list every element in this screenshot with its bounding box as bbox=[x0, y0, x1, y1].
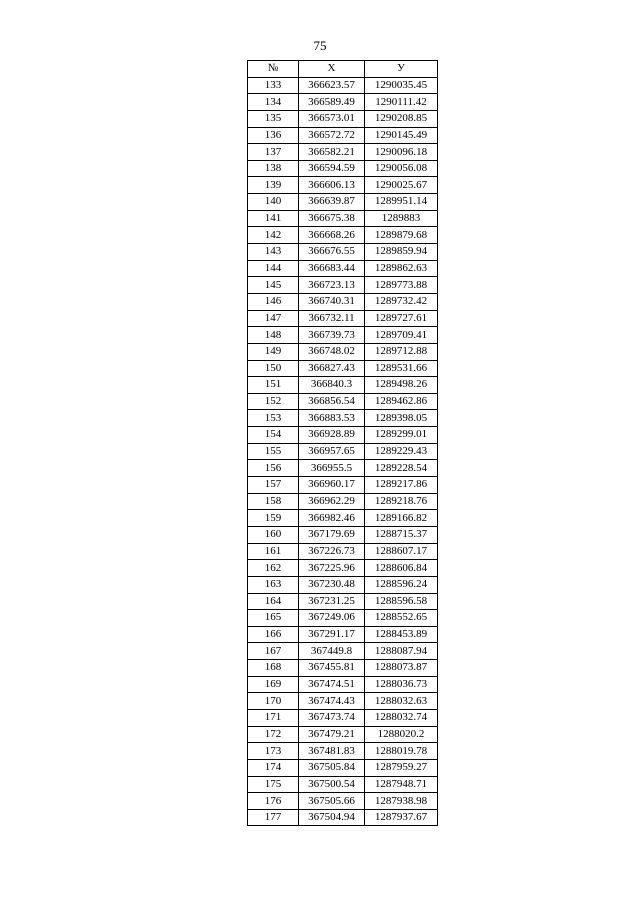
x-coordinate-cell: 366675.38 bbox=[299, 210, 365, 227]
point-number-cell: 167 bbox=[248, 643, 299, 660]
y-coordinate-cell: 1289398.05 bbox=[365, 410, 438, 427]
point-number-cell: 160 bbox=[248, 526, 299, 543]
y-coordinate-cell: 1289732.42 bbox=[365, 293, 438, 310]
y-coordinate-cell: 1289217.86 bbox=[365, 477, 438, 494]
x-coordinate-cell: 367479.21 bbox=[299, 726, 365, 743]
table-row bbox=[248, 560, 438, 577]
y-coordinate-cell: 1288607.17 bbox=[365, 543, 438, 560]
table-row bbox=[248, 277, 438, 294]
point-number-cell: 150 bbox=[248, 360, 299, 377]
point-number-cell: 172 bbox=[248, 726, 299, 743]
y-coordinate-cell: 1288087.94 bbox=[365, 643, 438, 660]
x-coordinate-cell: 366668.26 bbox=[299, 227, 365, 244]
x-coordinate-cell: 367230.48 bbox=[299, 576, 365, 593]
point-number-cell: 165 bbox=[248, 610, 299, 627]
x-coordinate-cell: 367473.74 bbox=[299, 709, 365, 726]
x-coordinate-cell: 367455.81 bbox=[299, 660, 365, 677]
y-coordinate-cell: 1288073.87 bbox=[365, 660, 438, 677]
table-row bbox=[248, 809, 438, 826]
y-coordinate-cell: 1290096.18 bbox=[365, 144, 438, 161]
x-coordinate-cell: 367449.8 bbox=[299, 643, 365, 660]
x-coordinate-cell: 366732.11 bbox=[299, 310, 365, 327]
table-row bbox=[248, 110, 438, 127]
header-row bbox=[248, 61, 438, 78]
table-row bbox=[248, 343, 438, 360]
point-number-cell: 175 bbox=[248, 776, 299, 793]
point-number-cell: 149 bbox=[248, 343, 299, 360]
point-number-cell: 146 bbox=[248, 293, 299, 310]
y-coordinate-cell: 1287959.27 bbox=[365, 759, 438, 776]
table-row bbox=[248, 726, 438, 743]
point-number-cell: 142 bbox=[248, 227, 299, 244]
point-number-cell: 147 bbox=[248, 310, 299, 327]
x-coordinate-cell: 367481.83 bbox=[299, 743, 365, 760]
y-coordinate-cell: 1289299.01 bbox=[365, 427, 438, 444]
table-row bbox=[248, 593, 438, 610]
x-coordinate-cell: 366827.43 bbox=[299, 360, 365, 377]
y-coordinate-cell: 1288552.65 bbox=[365, 610, 438, 627]
y-coordinate-cell: 1290145.49 bbox=[365, 127, 438, 144]
y-coordinate-cell: 1289166.82 bbox=[365, 510, 438, 527]
table-row bbox=[248, 543, 438, 560]
y-coordinate-cell: 1287938.98 bbox=[365, 793, 438, 810]
x-coordinate-cell: 366606.13 bbox=[299, 177, 365, 194]
table-row bbox=[248, 526, 438, 543]
y-coordinate-cell: 1289727.61 bbox=[365, 310, 438, 327]
point-number-cell: 152 bbox=[248, 393, 299, 410]
y-coordinate-cell: 1289879.68 bbox=[365, 227, 438, 244]
header-y: У bbox=[365, 61, 438, 78]
point-number-cell: 162 bbox=[248, 560, 299, 577]
point-number-cell: 171 bbox=[248, 709, 299, 726]
point-number-cell: 144 bbox=[248, 260, 299, 277]
y-coordinate-cell: 1289862.63 bbox=[365, 260, 438, 277]
point-number-cell: 170 bbox=[248, 693, 299, 710]
y-coordinate-cell: 1288606.84 bbox=[365, 560, 438, 577]
x-coordinate-cell: 366955.5 bbox=[299, 460, 365, 477]
y-coordinate-cell: 1289228.54 bbox=[365, 460, 438, 477]
x-coordinate-cell: 366623.57 bbox=[299, 77, 365, 94]
point-number-cell: 153 bbox=[248, 410, 299, 427]
x-coordinate-cell: 366960.17 bbox=[299, 477, 365, 494]
y-coordinate-cell: 1287948.71 bbox=[365, 776, 438, 793]
x-coordinate-cell: 366589.49 bbox=[299, 94, 365, 111]
x-coordinate-cell: 367504.94 bbox=[299, 809, 365, 826]
table-row bbox=[248, 793, 438, 810]
point-number-cell: 177 bbox=[248, 809, 299, 826]
point-number-cell: 155 bbox=[248, 443, 299, 460]
table-row bbox=[248, 660, 438, 677]
y-coordinate-cell: 1287937.67 bbox=[365, 809, 438, 826]
point-number-cell: 138 bbox=[248, 160, 299, 177]
table-row bbox=[248, 77, 438, 94]
x-coordinate-cell: 367249.06 bbox=[299, 610, 365, 627]
table-row bbox=[248, 693, 438, 710]
x-coordinate-cell: 366982.46 bbox=[299, 510, 365, 527]
table-row bbox=[248, 177, 438, 194]
point-number-cell: 145 bbox=[248, 277, 299, 294]
point-number-cell: 137 bbox=[248, 144, 299, 161]
y-coordinate-cell: 1289498.26 bbox=[365, 377, 438, 394]
point-number-cell: 133 bbox=[248, 77, 299, 94]
x-coordinate-cell: 367505.66 bbox=[299, 793, 365, 810]
point-number-cell: 163 bbox=[248, 576, 299, 593]
y-coordinate-cell: 1288715.37 bbox=[365, 526, 438, 543]
y-coordinate-cell: 1289531.66 bbox=[365, 360, 438, 377]
y-coordinate-cell: 1289712.88 bbox=[365, 343, 438, 360]
x-coordinate-cell: 366739.73 bbox=[299, 327, 365, 344]
table-row bbox=[248, 377, 438, 394]
table-row bbox=[248, 676, 438, 693]
table-row bbox=[248, 244, 438, 261]
point-number-cell: 157 bbox=[248, 477, 299, 494]
point-number-cell: 159 bbox=[248, 510, 299, 527]
y-coordinate-cell: 1289859.94 bbox=[365, 244, 438, 261]
x-coordinate-cell: 366573.01 bbox=[299, 110, 365, 127]
x-coordinate-cell: 366594.59 bbox=[299, 160, 365, 177]
table-row bbox=[248, 260, 438, 277]
table-row bbox=[248, 94, 438, 111]
y-coordinate-cell: 1290208.85 bbox=[365, 110, 438, 127]
table-row bbox=[248, 427, 438, 444]
table-row bbox=[248, 759, 438, 776]
point-number-cell: 148 bbox=[248, 327, 299, 344]
point-number-cell: 166 bbox=[248, 626, 299, 643]
header-x: X bbox=[299, 61, 365, 78]
point-number-cell: 134 bbox=[248, 94, 299, 111]
point-number-cell: 176 bbox=[248, 793, 299, 810]
y-coordinate-cell: 1289773.88 bbox=[365, 277, 438, 294]
y-coordinate-cell: 1289462.86 bbox=[365, 393, 438, 410]
x-coordinate-cell: 367225.96 bbox=[299, 560, 365, 577]
y-coordinate-cell: 1289951.14 bbox=[365, 194, 438, 211]
x-coordinate-cell: 366676.55 bbox=[299, 244, 365, 261]
table-row bbox=[248, 576, 438, 593]
point-number-cell: 156 bbox=[248, 460, 299, 477]
point-number-cell: 143 bbox=[248, 244, 299, 261]
table-row bbox=[248, 127, 438, 144]
y-coordinate-cell: 1288453.89 bbox=[365, 626, 438, 643]
table-row bbox=[248, 643, 438, 660]
x-coordinate-cell: 367179.69 bbox=[299, 526, 365, 543]
point-number-cell: 174 bbox=[248, 759, 299, 776]
coordinates-table bbox=[247, 60, 438, 826]
x-coordinate-cell: 366883.53 bbox=[299, 410, 365, 427]
table-row bbox=[248, 194, 438, 211]
table-row bbox=[248, 477, 438, 494]
y-coordinate-cell: 1288036.73 bbox=[365, 676, 438, 693]
point-number-cell: 136 bbox=[248, 127, 299, 144]
table-row bbox=[248, 293, 438, 310]
header-number: № bbox=[248, 61, 299, 78]
point-number-cell: 154 bbox=[248, 427, 299, 444]
y-coordinate-cell: 1289218.76 bbox=[365, 493, 438, 510]
point-number-cell: 169 bbox=[248, 676, 299, 693]
y-coordinate-cell: 1288032.74 bbox=[365, 709, 438, 726]
point-number-cell: 139 bbox=[248, 177, 299, 194]
x-coordinate-cell: 367500.54 bbox=[299, 776, 365, 793]
table-row bbox=[248, 310, 438, 327]
table-row bbox=[248, 144, 438, 161]
x-coordinate-cell: 366582.21 bbox=[299, 144, 365, 161]
table-row bbox=[248, 709, 438, 726]
point-number-cell: 164 bbox=[248, 593, 299, 610]
x-coordinate-cell: 366723.13 bbox=[299, 277, 365, 294]
y-coordinate-cell: 1290025.67 bbox=[365, 177, 438, 194]
table-row bbox=[248, 210, 438, 227]
x-coordinate-cell: 366856.54 bbox=[299, 393, 365, 410]
x-coordinate-cell: 367291.17 bbox=[299, 626, 365, 643]
x-coordinate-cell: 367474.43 bbox=[299, 693, 365, 710]
x-coordinate-cell: 366748.02 bbox=[299, 343, 365, 360]
x-coordinate-cell: 366683.44 bbox=[299, 260, 365, 277]
table-row bbox=[248, 776, 438, 793]
table-row bbox=[248, 327, 438, 344]
table-row bbox=[248, 460, 438, 477]
point-number-cell: 168 bbox=[248, 660, 299, 677]
table-row bbox=[248, 227, 438, 244]
y-coordinate-cell: 1288020.2 bbox=[365, 726, 438, 743]
x-coordinate-cell: 366928.89 bbox=[299, 427, 365, 444]
table-row bbox=[248, 610, 438, 627]
x-coordinate-cell: 366639.87 bbox=[299, 194, 365, 211]
y-coordinate-cell: 1289709.41 bbox=[365, 327, 438, 344]
y-coordinate-cell: 1290035.45 bbox=[365, 77, 438, 94]
table-row bbox=[248, 743, 438, 760]
y-coordinate-cell: 1288032.63 bbox=[365, 693, 438, 710]
x-coordinate-cell: 366840.3 bbox=[299, 377, 365, 394]
y-coordinate-cell: 1289229.43 bbox=[365, 443, 438, 460]
point-number-cell: 135 bbox=[248, 110, 299, 127]
x-coordinate-cell: 366740.31 bbox=[299, 293, 365, 310]
point-number-cell: 141 bbox=[248, 210, 299, 227]
table-row bbox=[248, 443, 438, 460]
x-coordinate-cell: 366957.65 bbox=[299, 443, 365, 460]
point-number-cell: 151 bbox=[248, 377, 299, 394]
x-coordinate-cell: 366572.72 bbox=[299, 127, 365, 144]
y-coordinate-cell: 1288596.24 bbox=[365, 576, 438, 593]
point-number-cell: 173 bbox=[248, 743, 299, 760]
y-coordinate-cell: 1290111.42 bbox=[365, 94, 438, 111]
table-row bbox=[248, 493, 438, 510]
table-row bbox=[248, 160, 438, 177]
x-coordinate-cell: 367231.25 bbox=[299, 593, 365, 610]
y-coordinate-cell: 1288019.78 bbox=[365, 743, 438, 760]
table-header bbox=[248, 61, 438, 78]
point-number-cell: 140 bbox=[248, 194, 299, 211]
table-row bbox=[248, 393, 438, 410]
table-row bbox=[248, 510, 438, 527]
point-number-cell: 158 bbox=[248, 493, 299, 510]
y-coordinate-cell: 1288596.58 bbox=[365, 593, 438, 610]
table-row bbox=[248, 410, 438, 427]
y-coordinate-cell: 1290056.08 bbox=[365, 160, 438, 177]
y-coordinate-cell: 1289883 bbox=[365, 210, 438, 227]
x-coordinate-cell: 367474.51 bbox=[299, 676, 365, 693]
table-row bbox=[248, 360, 438, 377]
table-row bbox=[248, 626, 438, 643]
x-coordinate-cell: 367505.84 bbox=[299, 759, 365, 776]
table-body bbox=[248, 77, 438, 826]
x-coordinate-cell: 366962.29 bbox=[299, 493, 365, 510]
page-number: 75 bbox=[313, 38, 327, 53]
x-coordinate-cell: 367226.73 bbox=[299, 543, 365, 560]
point-number-cell: 161 bbox=[248, 543, 299, 560]
